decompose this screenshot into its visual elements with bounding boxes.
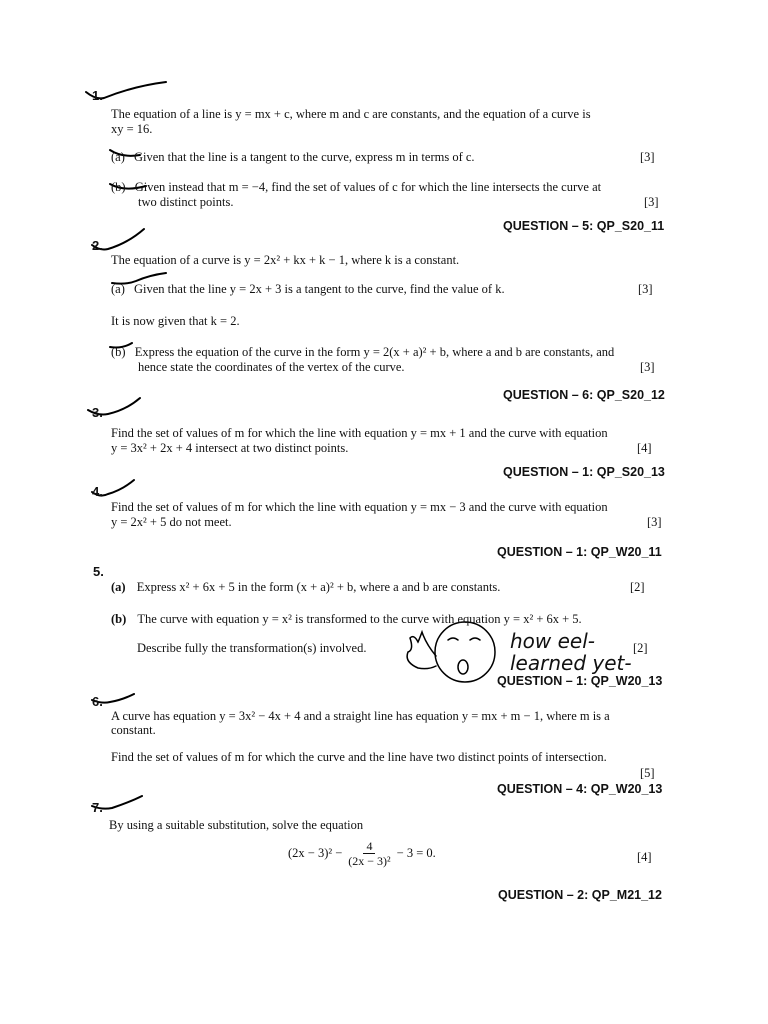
q5-part-b-text2: Describe fully the transformation(s) involved. xyxy=(137,641,367,655)
q5-part-a-label: (a) xyxy=(111,580,126,594)
question-number-6: 6. xyxy=(92,694,103,709)
handwritten-line-1: how eel- xyxy=(510,629,596,653)
q7-equation-denominator: (2x − 3)² xyxy=(348,854,391,868)
handwritten-line-2: learned yet- xyxy=(510,651,632,675)
q2-line-1: The equation of a curve is y = 2x² + kx + k − 1, where k is a constant. xyxy=(111,253,460,267)
question-number-5: 5. xyxy=(93,564,104,579)
q2-part-a-text: Given that the line y = 2x + 3 is a tangent to the curve, find the value of k. xyxy=(134,282,505,296)
q6-marks: [5] xyxy=(640,766,655,780)
handwritten-note xyxy=(510,630,632,674)
q6-line-2: constant. xyxy=(111,723,156,737)
q2-part-b-text: Express the equation of the curve in the form y = 2(x + a)² + b, where a and b are constants, and xyxy=(134,345,615,359)
q1-line-2: xy = 16. xyxy=(111,122,153,136)
q5-part-b-text: The curve with equation y = x² is transformed to the curve with equation y = x² + 6x + 5. xyxy=(137,612,582,626)
q6-line-3: Find the set of values of m for which the curve and the line have two distinct points of intersection. xyxy=(111,750,607,764)
q3-marks: [4] xyxy=(637,441,652,455)
q1-part-b-marks: [3] xyxy=(644,195,659,209)
q1-part-b-text: Given instead that m = −4, find the set of values of c for which the line intersects the curve at xyxy=(134,180,602,194)
q1-part-b xyxy=(111,180,601,195)
face-doodle xyxy=(407,622,495,682)
q1-part-a xyxy=(111,150,475,165)
q7-marks: [4] xyxy=(637,850,652,864)
q2-part-b xyxy=(111,345,614,360)
question-number-1: 1. xyxy=(92,88,103,103)
q1-part-a-label: (a) xyxy=(111,150,125,164)
q3-reference: QUESTION – 1: QP_S20_13 xyxy=(503,465,665,479)
q7-equation-numerator: 4 xyxy=(363,839,375,854)
q1-reference: QUESTION – 5: QP_S20_11 xyxy=(503,219,665,233)
q2-part-b-text2: hence state the coordinates of the vertex of the curve. xyxy=(138,360,405,374)
q1-part-b-label: (b) xyxy=(111,180,126,194)
q7-reference: QUESTION – 2: QP_M21_12 xyxy=(498,888,662,902)
q6-reference: QUESTION – 4: QP_W20_13 xyxy=(497,782,663,796)
q1-part-a-text: Given that the line is a tangent to the curve, express m in terms of c. xyxy=(134,150,475,164)
q7-equation-fraction xyxy=(348,839,390,868)
q5-part-b xyxy=(111,612,582,627)
q3-line-1: Find the set of values of m for which the line with equation y = mx + 1 and the curve with equation xyxy=(111,426,608,440)
q7-equation-right: − 3 = 0. xyxy=(396,846,436,860)
question-number-2: 2. xyxy=(92,238,103,253)
q4-line-1: Find the set of values of m for which the line with equation y = mx − 3 and the curve with equation xyxy=(111,500,608,514)
q2-part-b-label: (b) xyxy=(111,345,126,359)
q7-equation-left: (2x − 3)² − xyxy=(288,846,343,860)
q2-reference: QUESTION – 6: QP_S20_12 xyxy=(503,388,665,402)
q5-part-b-label: (b) xyxy=(111,612,127,626)
question-number-3: 3. xyxy=(92,405,103,420)
q3-line-2: y = 3x² + 2x + 4 intersect at two distinct points. xyxy=(111,441,349,455)
q5-part-a-text: Express x² + 6x + 5 in the form (x + a)² + b, where a and b are constants. xyxy=(136,580,501,594)
q2-part-b-marks: [3] xyxy=(640,360,655,374)
q1-line-1: The equation of a line is y = mx + c, where m and c are constants, and the equation of a curve is xyxy=(111,107,591,121)
question-number-7: 7. xyxy=(92,800,103,815)
q5-part-a xyxy=(111,580,500,595)
question-number-4: 4. xyxy=(92,484,103,499)
q4-reference: QUESTION – 1: QP_W20_11 xyxy=(497,545,662,559)
q5-reference: QUESTION – 1: QP_W20_13 xyxy=(497,674,663,688)
q2-given: It is now given that k = 2. xyxy=(111,314,240,328)
q2-part-a-marks: [3] xyxy=(638,282,653,296)
q4-marks: [3] xyxy=(647,515,662,529)
q7-line-1: By using a suitable substitution, solve the equation xyxy=(109,818,364,832)
q5-part-a-marks: [2] xyxy=(630,580,645,594)
q1-part-b-text2: two distinct points. xyxy=(138,195,234,209)
q4-line-2: y = 2x² + 5 do not meet. xyxy=(111,515,232,529)
q6-line-1: A curve has equation y = 3x² − 4x + 4 and a straight line has equation y = mx + m − 1, where m is a xyxy=(111,709,610,723)
q1-part-a-marks: [3] xyxy=(640,150,655,164)
q2-part-a-label: (a) xyxy=(111,282,125,296)
q7-equation xyxy=(288,839,436,868)
q2-part-a xyxy=(111,282,505,297)
q5-part-b-marks: [2] xyxy=(633,641,648,655)
